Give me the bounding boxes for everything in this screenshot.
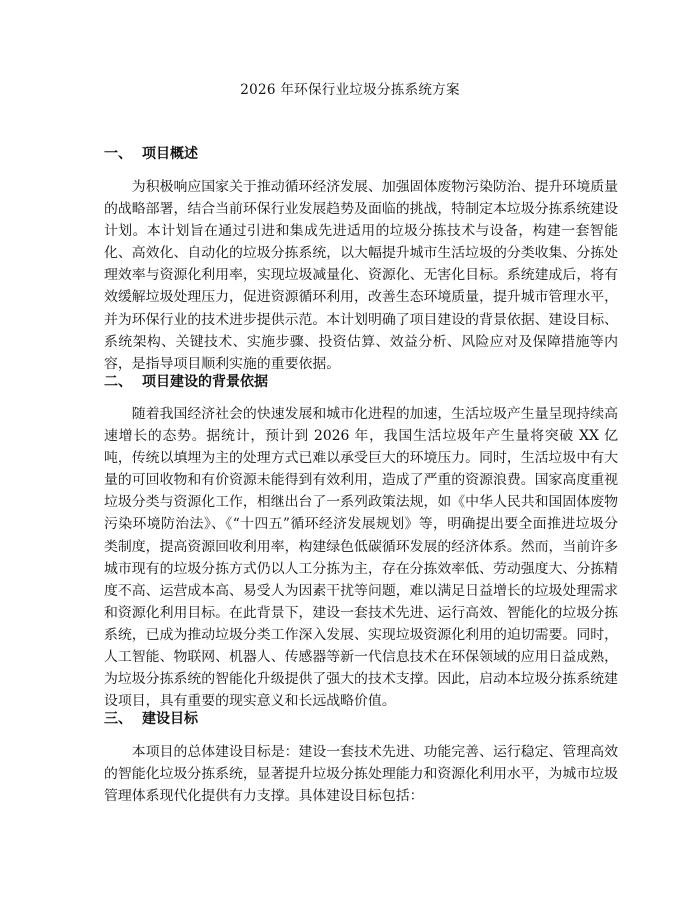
document-title: 2026 年环保行业垃圾分拣系统方案 xyxy=(240,82,460,98)
section-number: 一、 xyxy=(104,146,132,162)
section-number: 三、 xyxy=(104,711,132,727)
section-heading-background xyxy=(104,371,268,391)
section-title: 项目建设的背景依据 xyxy=(142,374,268,390)
section-paragraph-overview: 为积极响应国家关于推动循环经济发展、加强固体废物污染防治、提升环境质量的战略部署，结合当前环保行业发展趋势及面临的挑战，特制定本垃圾分拣系统建设计划。本计划旨在通过引进和集成先进适用的垃圾分拣技术与设备，构建一套智能化、高效化、自动化的垃圾分拣系统，以大幅提升城市生活垃圾的分类收集、分拣处理效率与资源化利用率，实现垃圾减量化、资源化、无害化目标。系统建成后，将有效缓解垃圾处理压力，促进资源循环利用，改善生态环境质量，提升城市管理水平，并为环保行业的技术进步提供示范。本计划明确了项目建设的背景依据、建设目标、系统架构、关键技术、实施步骤、投资估算、效益分析、风险应对及保障措施等内容，是指导项目顺利实施的重要依据。 xyxy=(104,179,618,372)
section-paragraph-goals: 本项目的总体建设目标是：建设一套技术先进、功能完善、运行稳定、管理高效的智能化垃圾分拣系统，显著提升垃圾分拣处理能力和资源化利用水平，为城市垃圾管理体系现代化提供有力支撑。具体建设目标包括： xyxy=(104,744,618,805)
section-heading-goals xyxy=(104,708,198,728)
section-heading-overview xyxy=(104,143,198,163)
section-title: 项目概述 xyxy=(142,146,198,162)
section-paragraph-background: 随着我国经济社会的快速发展和城市化进程的加速，生活垃圾产生量呈现持续高速增长的态势。据统计，预计到 2026 年，我国生活垃圾年产生量将突破 XX 亿吨，传统以填埋为主的处理方式已难以承受巨大的环境压力。同时，生活垃圾中有大量的可回收物和有价资源未能得到有效利用，造成了严重的资源浪费。国家高度重视垃圾分类与资源化工作，相继出台了一系列政策法规，如《中华人民共和国固体废物污染环境防治法》、《“十四五”循环经济发展规划》等，明确提出要全面推进垃圾分类制度，提高资源回收利用率，构建绿色低碳循环发展的经济体系。然而，当前许多城市现有的垃圾分拣方式仍以人工分拣为主，存在分拣效率低、劳动强度大、分拣精度不高、运营成本高、易受人为因素干扰等问题，难以满足日益增长的垃圾处理需求和资源化利用目标。在此背景下，建设一套技术先进、运行高效、智能化的垃圾分拣系统，已成为推动垃圾分类工作深入发展、实现垃圾资源化利用的迫切需要。同时，人工智能、物联网、机器人、传感器等新一代信息技术在环保领域的应用日益成熟，为垃圾分拣系统的智能化升级提供了强大的技术支撑。因此，启动本垃圾分拣系统建设项目，具有重要的现实意义和长远战略价值。 xyxy=(104,406,618,710)
section-number: 二、 xyxy=(104,374,132,390)
section-title: 建设目标 xyxy=(142,711,198,727)
